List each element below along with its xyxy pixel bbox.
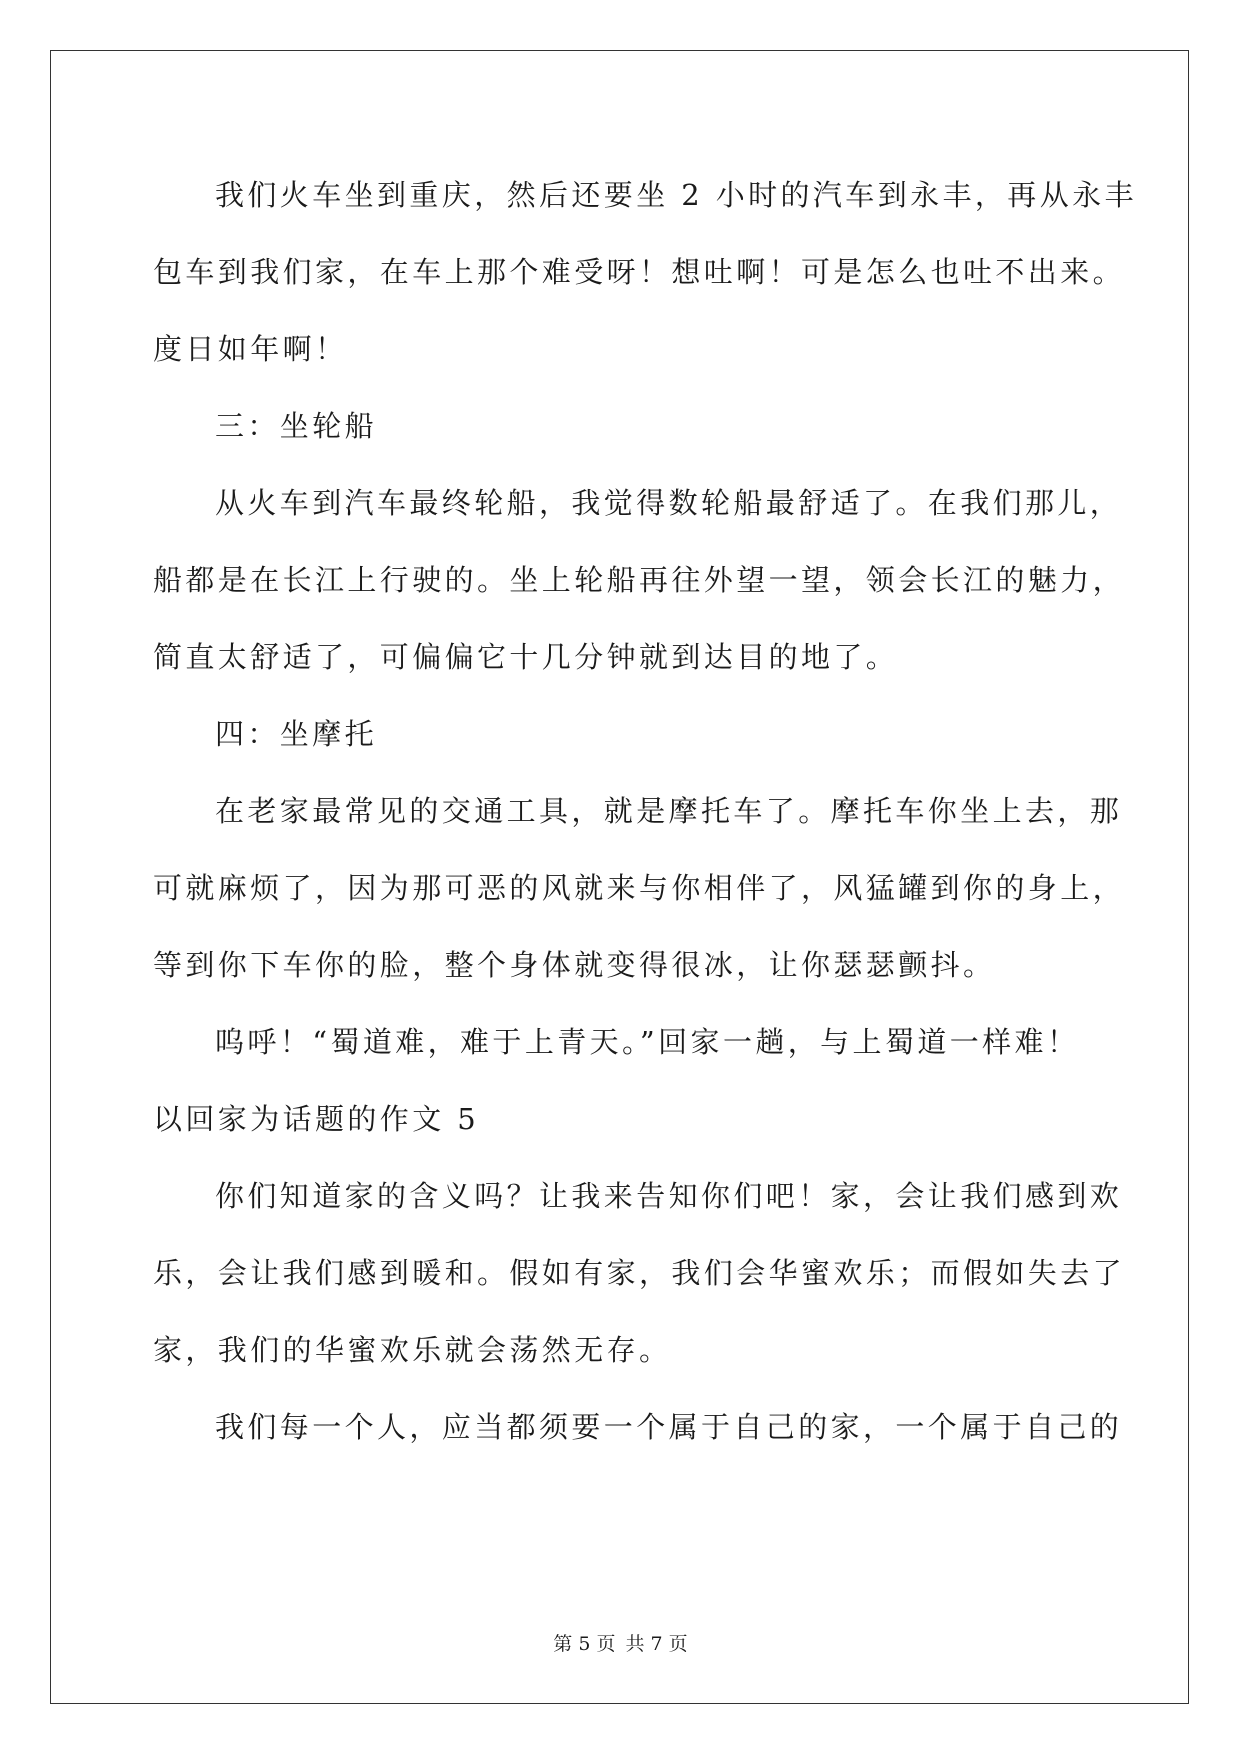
section-heading: 三：坐轮船 — [215, 409, 378, 443]
document-body — [153, 157, 1137, 1466]
text-line: 简直太舒适了，可偏偏它十几分钟就到达目的地了。 — [153, 640, 899, 674]
essay-title: 以回家为话题的作文 5 — [153, 1102, 480, 1136]
text-line: 乐，会让我们感到暖和。假如有家，我们会华蜜欢乐；而假如失去了 — [153, 1256, 1126, 1290]
text-line: 我们每一个人，应当都须要一个属于自己的家，一个属于自己的 — [215, 1410, 1123, 1444]
text-line: 可就麻烦了，因为那可恶的风就来与你相伴了，风猛罐到你的身上， — [153, 871, 1126, 905]
text-line: 家，我们的华蜜欢乐就会荡然无存。 — [153, 1333, 672, 1367]
page-total: 共 7 页 — [625, 1633, 688, 1655]
text-line: 包车到我们家，在车上那个难受呀！想吐啊！可是怎么也吐不出来。 — [153, 255, 1126, 289]
text-line: 船都是在长江上行驶的。坐上轮船再往外望一望，领会长江的魅力， — [153, 563, 1126, 597]
page-footer — [0, 1632, 1241, 1656]
page-number: 第 5 页 — [553, 1633, 616, 1655]
text-line: 从火车到汽车最终轮船，我觉得数轮船最舒适了。在我们那儿， — [215, 486, 1123, 520]
text-line: 在老家最常见的交通工具，就是摩托车了。摩托车你坐上去，那 — [215, 794, 1123, 828]
text-line: 度日如年啊！ — [153, 332, 348, 366]
text-line: 我们火车坐到重庆，然后还要坐 2 小时的汽车到永丰，再从永丰 — [215, 178, 1137, 212]
text-line: 你们知道家的含义吗？让我来告知你们吧！家，会让我们感到欢 — [215, 1179, 1123, 1213]
section-heading: 四：坐摩托 — [215, 717, 378, 751]
text-line: 等到你下车你的脸，整个身体就变得很冰，让你瑟瑟颤抖。 — [153, 948, 996, 982]
text-line: 呜呼！“蜀道难，难于上青天。”回家一趟，与上蜀道一样难！ — [215, 1025, 1080, 1059]
